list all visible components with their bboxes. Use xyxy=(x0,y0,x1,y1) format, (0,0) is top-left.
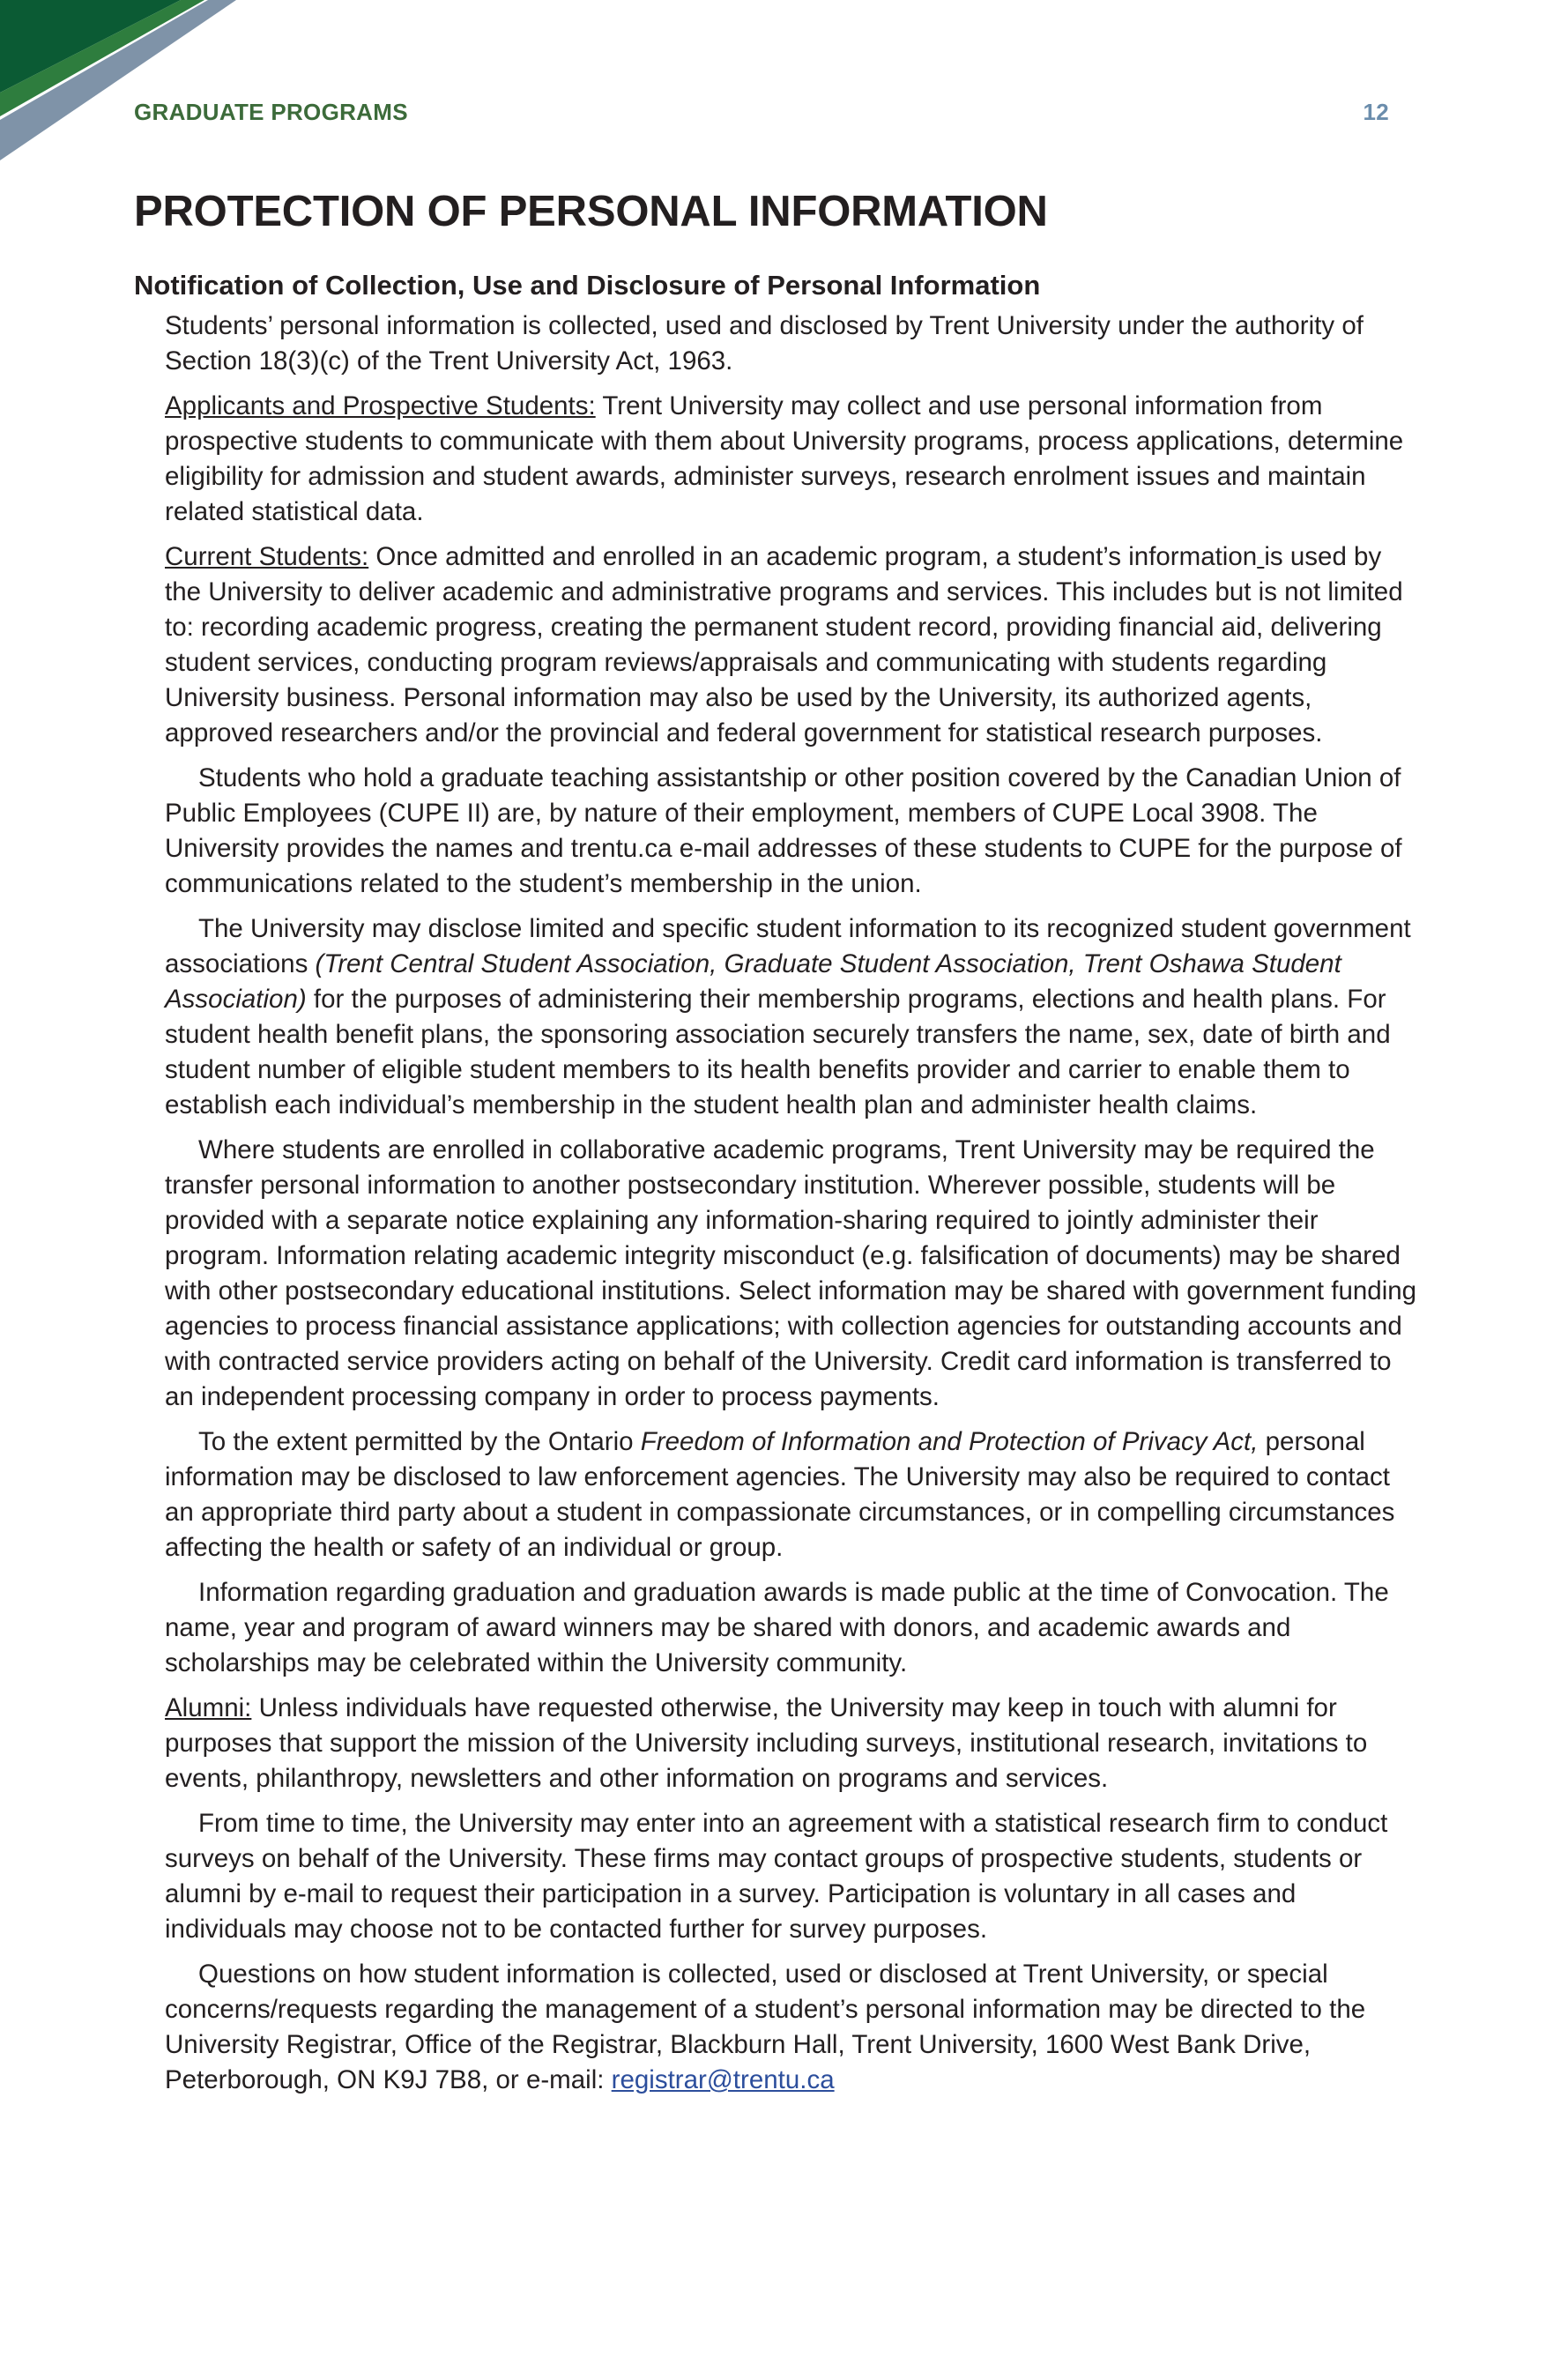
paragraph-current-students xyxy=(165,539,1421,751)
page-number: 12 xyxy=(1363,99,1389,125)
page-content xyxy=(134,187,1421,2108)
alumni-text: Unless individuals have requested otherwise, the University may keep in touch with alumni for purposes that support the mission of the University including surveys, institutional research, invitations to events, philanthropy, newsletters and other information on programs and services. xyxy=(165,1693,1368,1793)
paragraph-graduation: Information regarding graduation and graduation awards is made public at the time of Convocation. The name, year and program of award winners may be shared with donors, and academic awards and scholarships may be celebrated within the University community. xyxy=(165,1578,1389,1677)
paragraph-student-associations xyxy=(165,911,1421,1123)
applicants-text: Trent University may collect and use personal information from prospective students to communicate with them about University programs, process applications, determine eligibility for admission and student awards, administer surveys, research enrolment issues and maintain related statistical data. xyxy=(165,391,1404,526)
paragraph-alumni xyxy=(165,1691,1421,1796)
current-students-text-a: Once admitted and enrolled in an academic program, a student’s information xyxy=(368,542,1258,571)
page-title: PROTECTION OF PERSONAL INFORMATION xyxy=(134,188,1048,235)
paragraph-cupe: Students who hold a graduate teaching assistantship or other position covered by the Canadian Union of Public Employees (CUPE II) are, by nature of their employment, members of CUPE Local 3908. The University provides the names and trentu.ca e-mail addresses of these students to CUPE for the purpose of communications related to the student’s membership in the union. xyxy=(165,763,1402,898)
paragraph-authority: Students’ personal information is collected, used and disclosed by Trent University under the authority of Section 18(3)(c) of the Trent University Act, 1963. xyxy=(165,311,1364,376)
registrar-email-link[interactable]: registrar@trentu.ca xyxy=(611,2065,835,2094)
associations-names: (Trent Central Student Association, Graduate Student Association, Trent Oshawa Student Association) xyxy=(165,949,1341,1014)
body-text xyxy=(165,309,1421,2098)
questions-text: Questions on how student information is collected, used or disclosed at Trent University, or special concerns/requests regarding the management of a student’s personal information may be directed to the University Registrar, Office of the Registrar, Blackburn Hall, Trent University, 1600 West Bank Drive, Peterborough, ON K9J 7B8, or e-mail: xyxy=(165,1960,1366,2094)
paragraph-applicants xyxy=(165,389,1421,530)
current-students-label: Current Students: xyxy=(165,542,369,571)
current-students-text-c: is used by the University to deliver academic and administrative programs and services. This includes but is not limited to: recording academic progress, creating the permanent student record, providing financial aid, delivering student services, conducting program reviews/appraisals and communicating with students regarding University business. Personal information may also be used by the University, its authorized agents, approved researchers and/or the provincial and federal government for statistical research purposes. xyxy=(165,542,1403,747)
paragraph-surveys: From time to time, the University may enter into an agreement with a statistical research firm to conduct surveys on behalf of the University. These firms may contact groups of prospective students, students or alumni by e-mail to request their participation in a survey. Participation is voluntary in all cases and individuals may choose not to be contacted further for survey purposes. xyxy=(165,1809,1388,1944)
paragraph-collaborative-programs: Where students are enrolled in collaborative academic programs, Trent University may be required the transfer personal information to another postsecondary institution. Wherever possible, students will be provided with a separate notice explaining any information-sharing required to jointly administer their program. Information relating academic integrity misconduct (e.g. falsification of documents) may be shared with other postsecondary educational institutions. Select information may be shared with government funding agencies to process financial assistance applications; with collection agencies for outstanding accounts and with contracted service providers acting on behalf of the University. Credit card information is transferred to an independent processing company in order to process payments. xyxy=(165,1135,1417,1411)
fippa-text-a: To the extent permitted by the Ontario xyxy=(198,1427,641,1456)
paragraph-fippa xyxy=(165,1424,1421,1566)
running-header xyxy=(134,99,1389,126)
alumni-label: Alumni: xyxy=(165,1693,252,1722)
corner-decoration xyxy=(0,0,264,167)
applicants-label: Applicants and Prospective Students: xyxy=(165,391,596,420)
fippa-text-b: personal information may be disclosed to law enforcement agencies. The University may also be required to contact an appropriate third party about a student in compassionate circumstances, or in compelling circumstances affecting the health or safety of an individual or group. xyxy=(165,1427,1395,1562)
associations-text-a: The University may disclose limited and specific student information to its recognized student government associations xyxy=(165,914,1411,978)
associations-text-b: for the purposes of administering their membership programs, elections and health plans. For student health benefit plans, the sponsoring association securely transfers the name, sex, date of birth and student number of eligible student members to its health benefits provider and carrier to enable them to establish each individual’s membership in the student health plan and administer health claims. xyxy=(165,985,1391,1119)
paragraph-questions xyxy=(165,1957,1421,2098)
section-subheading: Notification of Collection, Use and Disclosure of Personal Information xyxy=(134,270,1041,301)
fippa-act-name: Freedom of Information and Protection of Privacy Act, xyxy=(640,1427,1259,1456)
section-label: GRADUATE PROGRAMS xyxy=(134,99,408,125)
